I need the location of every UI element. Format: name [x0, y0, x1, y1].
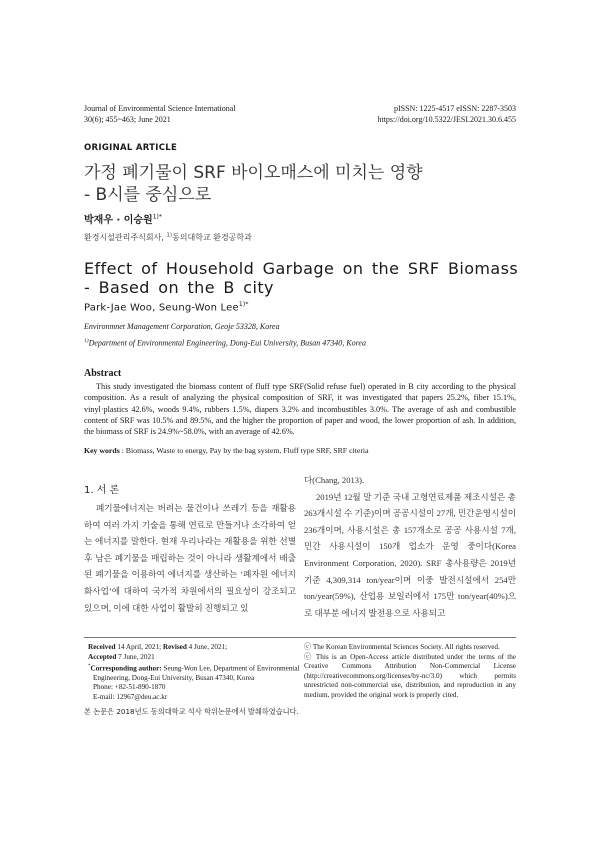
abstract-heading: Abstract	[84, 368, 122, 379]
english-affiliations	[84, 320, 366, 351]
corresponding-label: Corresponding author:	[90, 664, 162, 673]
revised-date: 4 June, 2021;	[186, 643, 228, 651]
english-title	[84, 259, 518, 297]
intro-paragraph: 폐기물에너지는 버려는 물건이나 쓰레기 등을 재활용하여 여러 가지 기술을 통해 연료로 만들거나 소각하여 얻는 에너지를 말한다. 현재 우리나라는 재활용을 위한 선별 후 남은 폐기물을 매립하는 것이 아니라 생활계에서 배출된 폐기물을 이용하여 에너지를 생산하는 ‘폐자원 에너지화사업’에 대하여 국가적 차원에서의 필요성이 강조되고 있으며, 이에 대한 사업이 활발히 진행되고 있	[84, 503, 296, 613]
article-type: ORIGINAL ARTICLE	[84, 143, 178, 153]
english-affiliation-2-sup: 1)	[84, 338, 89, 344]
english-title-line1: Effect of Household Garbage on the SRF Biomass	[84, 259, 519, 278]
thesis-note: 본 논문은 2018년도 동의대학교 석사 학위논문에서 발췌하였습니다.	[84, 707, 299, 717]
corresponding-text: Seung-Won Lee, Department of Environmental	[161, 664, 300, 673]
korean-title-line1: 가정 폐기물이 SRF 바이오매스에 미치는 영향	[84, 163, 423, 183]
keywords	[84, 446, 516, 455]
corresponding-sup: *	[88, 664, 91, 669]
received-line	[88, 643, 300, 653]
issn-line: pISSN: 1225-4517 eISSN: 2287-3503	[393, 104, 516, 113]
keywords-text: : Biomass, Waste to energy, Pay by the bag system, Fluff type SRF, SRF citeria	[119, 446, 369, 455]
korean-authors	[84, 211, 162, 226]
section-heading: 1. 서 론	[84, 485, 120, 496]
corresponding-email[interactable]: E-mail: 12967@deu.ac.kr	[93, 692, 168, 701]
journal-name: Journal of Environmental Science International	[84, 104, 236, 113]
intro-paragraph-2: 2019년 12월 말 기준 국내 고형연료제품 제조시설은 총 263개시설 수 기준)이며 공공시설이 27개, 민간운영시설이 236개이며, 사용시설은 총 157개소로 공공 사용시설 7개, 민간 사용시설이 150개 업소가 운영 중이다(Korea Environment Corporation, 2020). SRF 총사용량은 2019년 기준 4,309,314 ton/year이며 이중 발전시설에서 254만 ton/year(59%), 산업용 보일러에서 175만 ton/year(40%)으로 대부분 에너지 발전용으로 사용되고	[304, 491, 516, 618]
english-title-line2: - Based on the B city	[84, 278, 274, 297]
intro-continuation: 다(Chang, 2013).	[304, 475, 365, 485]
corresponding-phone: Phone: +82-51-890-1870	[93, 683, 166, 692]
korean-authors-sup: 1)*	[152, 213, 162, 221]
doi-link[interactable]: https://doi.org/10.5322/JESI.2021.30.6.455	[377, 115, 516, 124]
english-affiliation-2-row	[84, 334, 366, 351]
copyright-line: ⓒ The Korean Environmental Sciences Society. All rights reserved.	[304, 643, 500, 651]
english-authors	[84, 301, 249, 313]
accepted-line	[88, 653, 300, 663]
english-authors-names: Park-Jae Woo, Seung-Won Lee	[84, 302, 239, 314]
received-label: Received	[88, 643, 116, 651]
journal-volume: 30(6); 455~463; June 2021	[84, 115, 171, 124]
received-date: 14 April, 2021;	[115, 643, 163, 651]
license-block	[304, 643, 516, 700]
footnote-block	[84, 643, 300, 717]
journal-info	[84, 103, 236, 125]
corresponding-line	[88, 662, 300, 674]
keywords-label: Key words	[84, 446, 120, 455]
right-column	[304, 472, 516, 621]
korean-title	[84, 162, 423, 206]
footnote-divider	[84, 637, 516, 638]
left-column	[84, 500, 296, 616]
korean-affiliation-b: 동의대학교 환경공학과	[172, 233, 252, 242]
abstract-text: This study investigated the biomass content of fluff type SRF(Solid refuse fuel) operated in B city according to the physical composition. As a result of analyzing the physical composition of SRF, it was investigated that papers 25.2%, fiber 15.1%, vinyl·plastics 42.6%, woods 9.4%, rubbers 1.5%, diapers 3.2% and incombustibles 3.0%. The average of ash and combustible content of SRF was 10.5% and 89.5%, and the higher the proportion of paper and wood, the lower proportion of ash. In addition, the biomass of SRF is 24.9%~58.0%, with an average of 42.6%.	[84, 382, 516, 437]
corresponding-address: Engineering, Dong-Eui University, Busan 47340, Korea	[93, 673, 255, 682]
english-affiliation-1: Environmnet Management Corporation, Geoje 53328, Korea	[84, 322, 280, 331]
english-authors-sup: 1)*	[238, 301, 249, 308]
english-affiliation-2: Department of Environmental Engineering, Dong-Eui University, Busan 47340, Korea	[88, 338, 366, 348]
license-text: ⓒ This is an Open-Access article distributed under the terms of the Creative Commons Attribution Non-Commercial License (http://creativecommons.org/licenses/by-nc/3.0) which permits unrestricted non-commercial use, distribution, and reproduction in any medium, provided the original work is properly cited.	[304, 652, 516, 699]
accepted-date: 7 June, 2021	[116, 652, 155, 661]
korean-affiliation-a: 환경시설관리주식회사,	[84, 233, 167, 242]
korean-authors-names: 박재우 · 이승원	[84, 215, 153, 226]
accepted-label: Accepted	[88, 652, 117, 661]
korean-affiliation	[84, 232, 252, 243]
issn-info	[377, 103, 516, 125]
korean-title-line2: - B시를 중심으로	[84, 185, 212, 205]
korean-affiliation-sup: 1)	[166, 232, 173, 239]
revised-label: Revised	[162, 643, 187, 651]
